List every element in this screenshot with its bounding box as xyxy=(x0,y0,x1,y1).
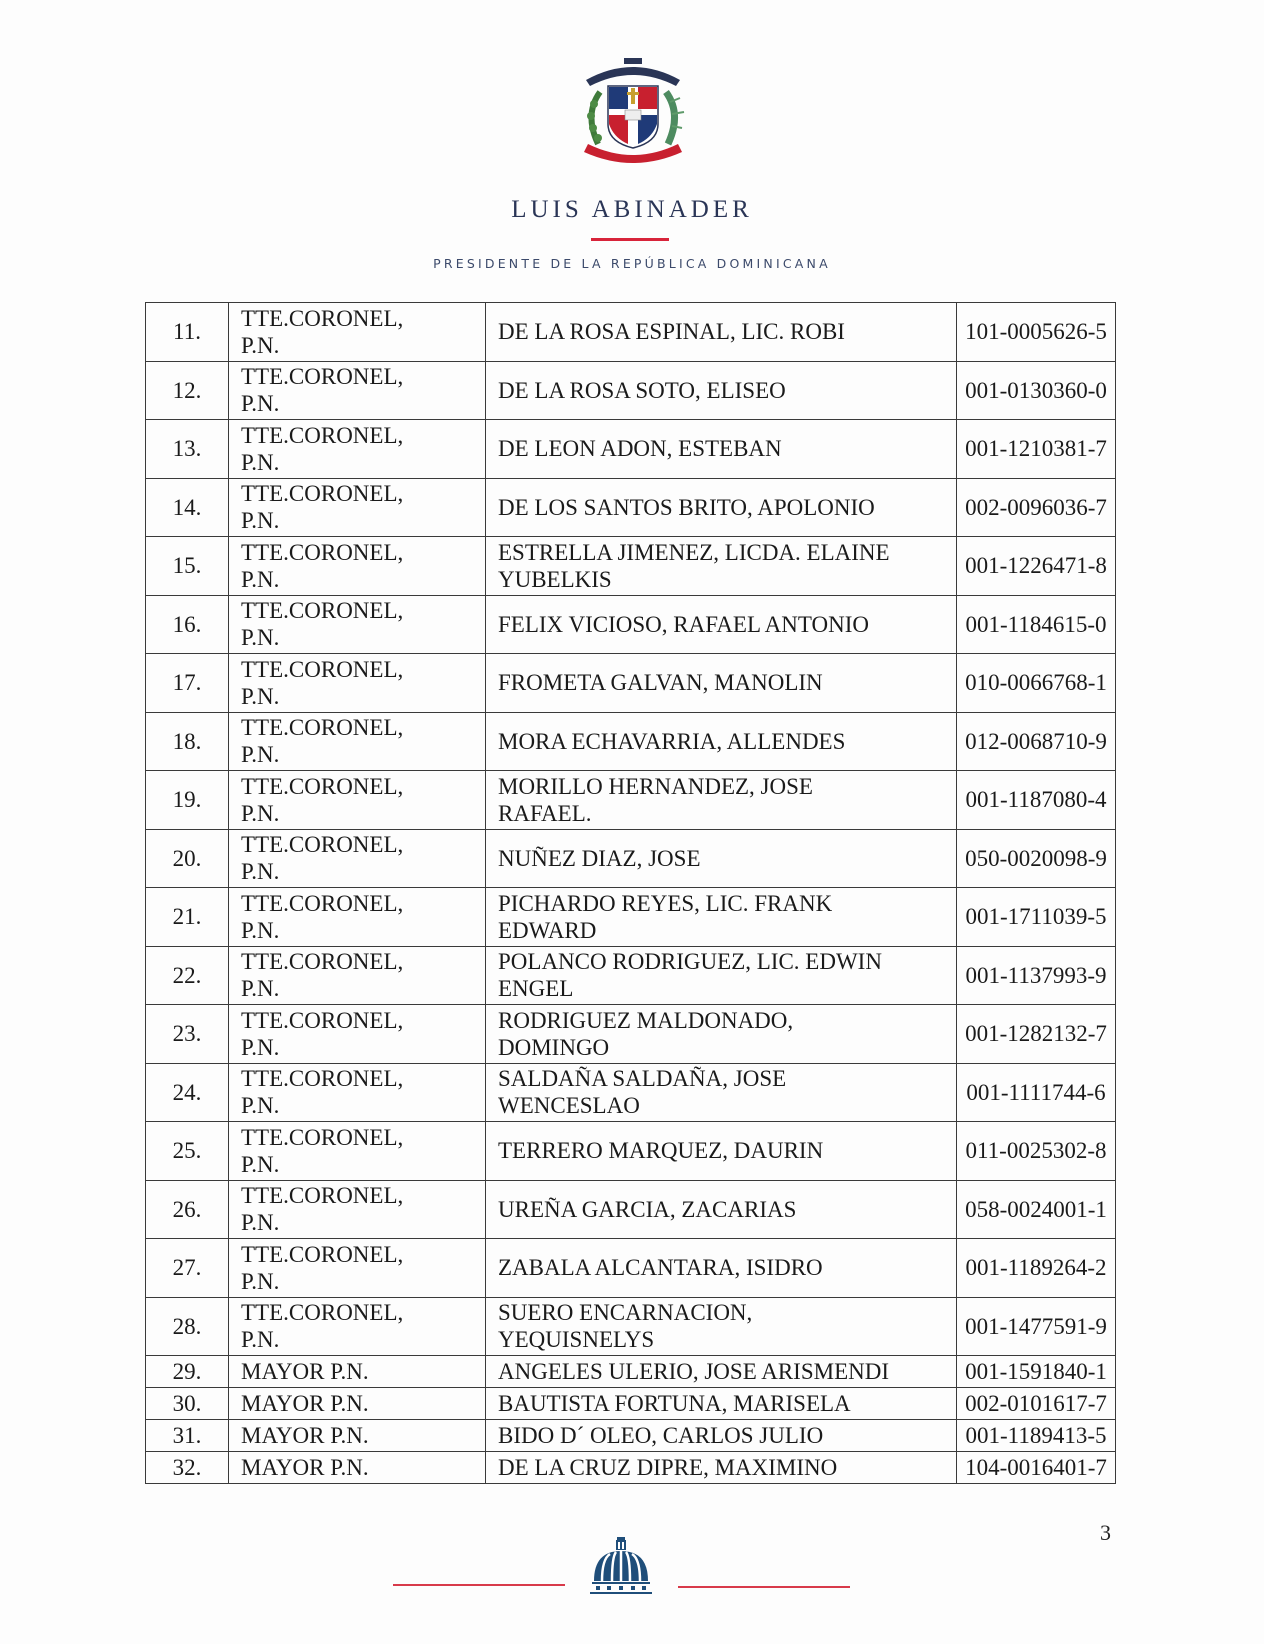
row-number-text: 17. xyxy=(172,670,202,696)
rank-cell xyxy=(229,1005,486,1064)
row-number-text: 25. xyxy=(172,1138,202,1164)
id-number-cell-text: 010-0066768-1 xyxy=(965,670,1107,696)
table-row xyxy=(146,946,1116,1005)
rank-cell-text: TTE.CORONEL, P.N. xyxy=(241,364,404,417)
page-number: 3 xyxy=(1100,1520,1111,1545)
name-cell-text: FELIX VICIOSO, RAFAEL ANTONIO xyxy=(498,611,869,637)
name-cell xyxy=(486,1420,957,1452)
id-number-cell-text: 001-1282132-7 xyxy=(965,1021,1107,1047)
row-number-text: 19. xyxy=(172,787,202,813)
id-number-cell xyxy=(957,1388,1116,1420)
row-number xyxy=(146,771,229,830)
rank-cell xyxy=(229,1388,486,1420)
row-number-text: 13. xyxy=(172,436,202,462)
rank-cell-text: TTE.CORONEL, P.N. xyxy=(241,598,404,651)
id-number-cell-text: 001-1189264-2 xyxy=(965,1255,1107,1281)
name-cell xyxy=(486,303,957,362)
row-number xyxy=(146,946,229,1005)
row-number xyxy=(146,1005,229,1064)
id-number-cell-text: 012-0068710-9 xyxy=(965,728,1107,754)
id-number-cell xyxy=(957,1122,1116,1181)
name-cell xyxy=(486,420,957,479)
name-cell xyxy=(486,1180,957,1239)
name-cell-text: ANGELES ULERIO, JOSE ARISMENDI xyxy=(498,1359,889,1384)
row-number xyxy=(146,1388,229,1420)
row-number-text: 30. xyxy=(172,1391,202,1416)
president-name: LUIS ABINADER xyxy=(511,196,753,223)
name-cell-text: DE LA ROSA SOTO, ELISEO xyxy=(498,377,786,403)
table-row xyxy=(146,1420,1116,1452)
rank-cell-text: TTE.CORONEL, P.N. xyxy=(241,1007,404,1060)
rank-cell-text: TTE.CORONEL, P.N. xyxy=(241,481,404,534)
rank-cell-text: MAYOR P.N. xyxy=(241,1391,369,1416)
rank-cell-text: MAYOR P.N. xyxy=(241,1423,369,1448)
id-number-cell xyxy=(957,888,1116,947)
table-row xyxy=(146,829,1116,888)
name-cell-text: TERRERO MARQUEZ, DAURIN xyxy=(498,1138,824,1164)
row-number-text: 23. xyxy=(172,1021,202,1047)
rank-cell xyxy=(229,1063,486,1122)
name-cell xyxy=(486,829,957,888)
name-cell-text: RODRIGUEZ MALDONADO, DOMINGO xyxy=(498,1007,794,1060)
id-number-cell-text: 001-1711039-5 xyxy=(965,904,1107,930)
name-cell xyxy=(486,361,957,420)
name-cell-text: POLANCO RODRIGUEZ, LIC. EDWIN ENGEL xyxy=(498,949,882,1002)
rank-cell xyxy=(229,303,486,362)
row-number-text: 16. xyxy=(172,611,202,637)
table-row xyxy=(146,771,1116,830)
table-row xyxy=(146,1005,1116,1064)
table-row xyxy=(146,595,1116,654)
id-number-cell-text: 104-0016401-7 xyxy=(965,1455,1107,1480)
id-number-cell-text: 001-1210381-7 xyxy=(965,436,1107,462)
name-cell-text: NUÑEZ DIAZ, JOSE xyxy=(498,845,701,871)
name-cell xyxy=(486,1452,957,1484)
id-number-cell-text: 101-0005626-5 xyxy=(965,319,1107,345)
row-number-text: 29. xyxy=(172,1359,202,1384)
table-row xyxy=(146,1452,1116,1484)
rank-cell-text: TTE.CORONEL, P.N. xyxy=(241,656,404,709)
id-number-cell-text: 002-0101617-7 xyxy=(965,1391,1107,1416)
id-number-cell-text: 001-1226471-8 xyxy=(965,553,1107,579)
id-number-cell xyxy=(957,712,1116,771)
row-number-text: 28. xyxy=(172,1313,202,1339)
row-number xyxy=(146,595,229,654)
rank-cell xyxy=(229,654,486,713)
row-number xyxy=(146,303,229,362)
name-cell xyxy=(486,771,957,830)
id-number-cell xyxy=(957,1005,1116,1064)
id-number-cell-text: 001-1184615-0 xyxy=(965,611,1107,637)
row-number-text: 18. xyxy=(172,728,202,754)
rank-cell xyxy=(229,1452,486,1484)
rank-cell xyxy=(229,1297,486,1356)
row-number-text: 32. xyxy=(172,1455,202,1480)
rank-cell-text: TTE.CORONEL, P.N. xyxy=(241,539,404,592)
row-number xyxy=(146,1356,229,1388)
id-number-cell-text: 001-1477591-9 xyxy=(965,1313,1107,1339)
table-row xyxy=(146,654,1116,713)
id-number-cell-text: 001-0130360-0 xyxy=(965,377,1107,403)
row-number xyxy=(146,1122,229,1181)
row-number-text: 11. xyxy=(173,319,201,345)
id-number-cell xyxy=(957,829,1116,888)
name-cell xyxy=(486,1388,957,1420)
row-number xyxy=(146,654,229,713)
name-cell-text: UREÑA GARCIA, ZACARIAS xyxy=(498,1196,797,1222)
rank-cell-text: TTE.CORONEL, P.N. xyxy=(241,422,404,475)
name-cell-text: MORILLO HERNANDEZ, JOSE RAFAEL. xyxy=(498,773,813,826)
rank-cell-text: TTE.CORONEL, P.N. xyxy=(241,1241,404,1294)
row-number-text: 24. xyxy=(172,1079,202,1105)
rank-cell-text: TTE.CORONEL, P.N. xyxy=(241,832,404,885)
rank-cell-text: TTE.CORONEL, P.N. xyxy=(241,773,404,826)
id-number-cell xyxy=(957,946,1116,1005)
table-row xyxy=(146,361,1116,420)
table-row xyxy=(146,712,1116,771)
row-number-text: 31. xyxy=(172,1423,202,1448)
rank-cell xyxy=(229,712,486,771)
rank-cell-text: TTE.CORONEL, P.N. xyxy=(241,305,404,358)
rank-cell xyxy=(229,771,486,830)
name-cell-text: DE LEON ADON, ESTEBAN xyxy=(498,436,782,462)
rank-cell-text: MAYOR P.N. xyxy=(241,1455,369,1480)
name-cell-text: SALDAÑA SALDAÑA, JOSE WENCESLAO xyxy=(498,1066,787,1119)
name-cell xyxy=(486,1122,957,1181)
id-number-cell-text: 001-1591840-1 xyxy=(965,1359,1107,1384)
rank-cell-text: TTE.CORONEL, P.N. xyxy=(241,949,404,1002)
name-cell-text: ESTRELLA JIMENEZ, LICDA. ELAINE YUBELKIS xyxy=(498,539,890,592)
rank-cell xyxy=(229,1356,486,1388)
rank-cell-text: TTE.CORONEL, P.N. xyxy=(241,1300,404,1353)
id-number-cell xyxy=(957,1297,1116,1356)
name-cell xyxy=(486,1239,957,1298)
table-row xyxy=(146,1297,1116,1356)
id-number-cell-text: 001-1187080-4 xyxy=(965,787,1107,813)
table-row xyxy=(146,537,1116,596)
row-number xyxy=(146,1063,229,1122)
name-cell-text: BAUTISTA FORTUNA, MARISELA xyxy=(498,1391,851,1416)
table-row xyxy=(146,1239,1116,1298)
rank-cell xyxy=(229,1420,486,1452)
rank-cell xyxy=(229,420,486,479)
name-cell-text: DE LOS SANTOS BRITO, APOLONIO xyxy=(498,494,875,520)
row-number xyxy=(146,537,229,596)
id-number-cell xyxy=(957,361,1116,420)
table-row xyxy=(146,420,1116,479)
id-number-cell xyxy=(957,1452,1116,1484)
id-number-cell xyxy=(957,537,1116,596)
id-number-cell-text: 001-1137993-9 xyxy=(965,962,1107,988)
name-cell xyxy=(486,478,957,537)
name-cell xyxy=(486,537,957,596)
name-cell-text: BIDO D´ OLEO, CARLOS JULIO xyxy=(498,1423,824,1448)
id-number-cell-text: 011-0025302-8 xyxy=(965,1138,1107,1164)
id-number-cell xyxy=(957,654,1116,713)
name-cell xyxy=(486,1356,957,1388)
rank-cell xyxy=(229,888,486,947)
rank-cell xyxy=(229,946,486,1005)
rank-cell xyxy=(229,595,486,654)
name-cell-text: DE LA ROSA ESPINAL, LIC. ROBI xyxy=(498,319,845,345)
row-number-text: 26. xyxy=(172,1196,202,1222)
id-number-cell xyxy=(957,1420,1116,1452)
id-number-cell-text: 058-0024001-1 xyxy=(965,1196,1107,1222)
table-row xyxy=(146,1356,1116,1388)
rank-cell-text: TTE.CORONEL, P.N. xyxy=(241,1183,404,1236)
id-number-cell-text: 001-1189413-5 xyxy=(965,1423,1107,1448)
table-row xyxy=(146,1180,1116,1239)
rank-cell xyxy=(229,829,486,888)
id-number-cell xyxy=(957,1356,1116,1388)
row-number xyxy=(146,361,229,420)
row-number xyxy=(146,1297,229,1356)
row-number-text: 20. xyxy=(172,845,202,871)
name-cell-text: PICHARDO REYES, LIC. FRANK EDWARD xyxy=(498,890,833,943)
name-cell-text: SUERO ENCARNACION, YEQUISNELYS xyxy=(498,1300,753,1353)
name-cell xyxy=(486,1005,957,1064)
id-number-cell xyxy=(957,420,1116,479)
row-number-text: 21. xyxy=(172,904,202,930)
name-cell xyxy=(486,595,957,654)
row-number xyxy=(146,420,229,479)
footer-divider-right xyxy=(678,1586,850,1588)
rank-cell xyxy=(229,1122,486,1181)
row-number xyxy=(146,478,229,537)
rank-cell-text: TTE.CORONEL, P.N. xyxy=(241,890,404,943)
name-cell xyxy=(486,946,957,1005)
row-number-text: 12. xyxy=(172,377,202,403)
coat-of-arms-icon xyxy=(578,52,688,164)
row-number xyxy=(146,1452,229,1484)
rank-cell xyxy=(229,1239,486,1298)
row-number xyxy=(146,712,229,771)
personnel-table xyxy=(145,302,1116,1484)
row-number-text: 14. xyxy=(172,494,202,520)
name-cell xyxy=(486,888,957,947)
president-title: PRESIDENTE DE LA REPÚBLICA DOMINICANA xyxy=(433,256,831,271)
id-number-cell xyxy=(957,478,1116,537)
id-number-cell xyxy=(957,771,1116,830)
row-number-text: 27. xyxy=(172,1255,202,1281)
name-cell xyxy=(486,654,957,713)
name-cell-text: ZABALA ALCANTARA, ISIDRO xyxy=(498,1255,823,1281)
rank-cell-text: TTE.CORONEL, P.N. xyxy=(241,1066,404,1119)
id-number-cell xyxy=(957,1180,1116,1239)
name-cell-text: FROMETA GALVAN, MANOLIN xyxy=(498,670,823,696)
rank-cell-text: TTE.CORONEL, P.N. xyxy=(241,715,404,768)
rank-cell xyxy=(229,537,486,596)
rank-cell-text: TTE.CORONEL, P.N. xyxy=(241,1124,404,1177)
id-number-cell xyxy=(957,303,1116,362)
rank-cell xyxy=(229,478,486,537)
name-cell xyxy=(486,1297,957,1356)
rank-cell xyxy=(229,1180,486,1239)
accent-divider xyxy=(591,238,669,241)
table-row xyxy=(146,478,1116,537)
name-cell xyxy=(486,1063,957,1122)
id-number-cell-text: 002-0096036-7 xyxy=(965,494,1107,520)
id-number-cell xyxy=(957,1239,1116,1298)
table-row xyxy=(146,888,1116,947)
row-number xyxy=(146,1180,229,1239)
row-number-text: 22. xyxy=(172,962,202,988)
name-cell xyxy=(486,712,957,771)
id-number-cell-text: 001-1111744-6 xyxy=(966,1079,1106,1105)
id-number-cell xyxy=(957,595,1116,654)
row-number xyxy=(146,1420,229,1452)
name-cell-text: MORA ECHAVARRIA, ALLENDES xyxy=(498,728,846,754)
rank-cell-text: MAYOR P.N. xyxy=(241,1359,369,1384)
palace-dome-icon xyxy=(588,1535,654,1597)
id-number-cell xyxy=(957,1063,1116,1122)
name-cell-text: DE LA CRUZ DIPRE, MAXIMINO xyxy=(498,1455,838,1480)
row-number xyxy=(146,888,229,947)
row-number-text: 15. xyxy=(172,553,202,579)
row-number xyxy=(146,1239,229,1298)
table-row xyxy=(146,1388,1116,1420)
id-number-cell-text: 050-0020098-9 xyxy=(965,845,1107,871)
footer-divider-left xyxy=(393,1584,565,1586)
rank-cell xyxy=(229,361,486,420)
table-row xyxy=(146,303,1116,362)
table-row xyxy=(146,1122,1116,1181)
table-row xyxy=(146,1063,1116,1122)
row-number xyxy=(146,829,229,888)
